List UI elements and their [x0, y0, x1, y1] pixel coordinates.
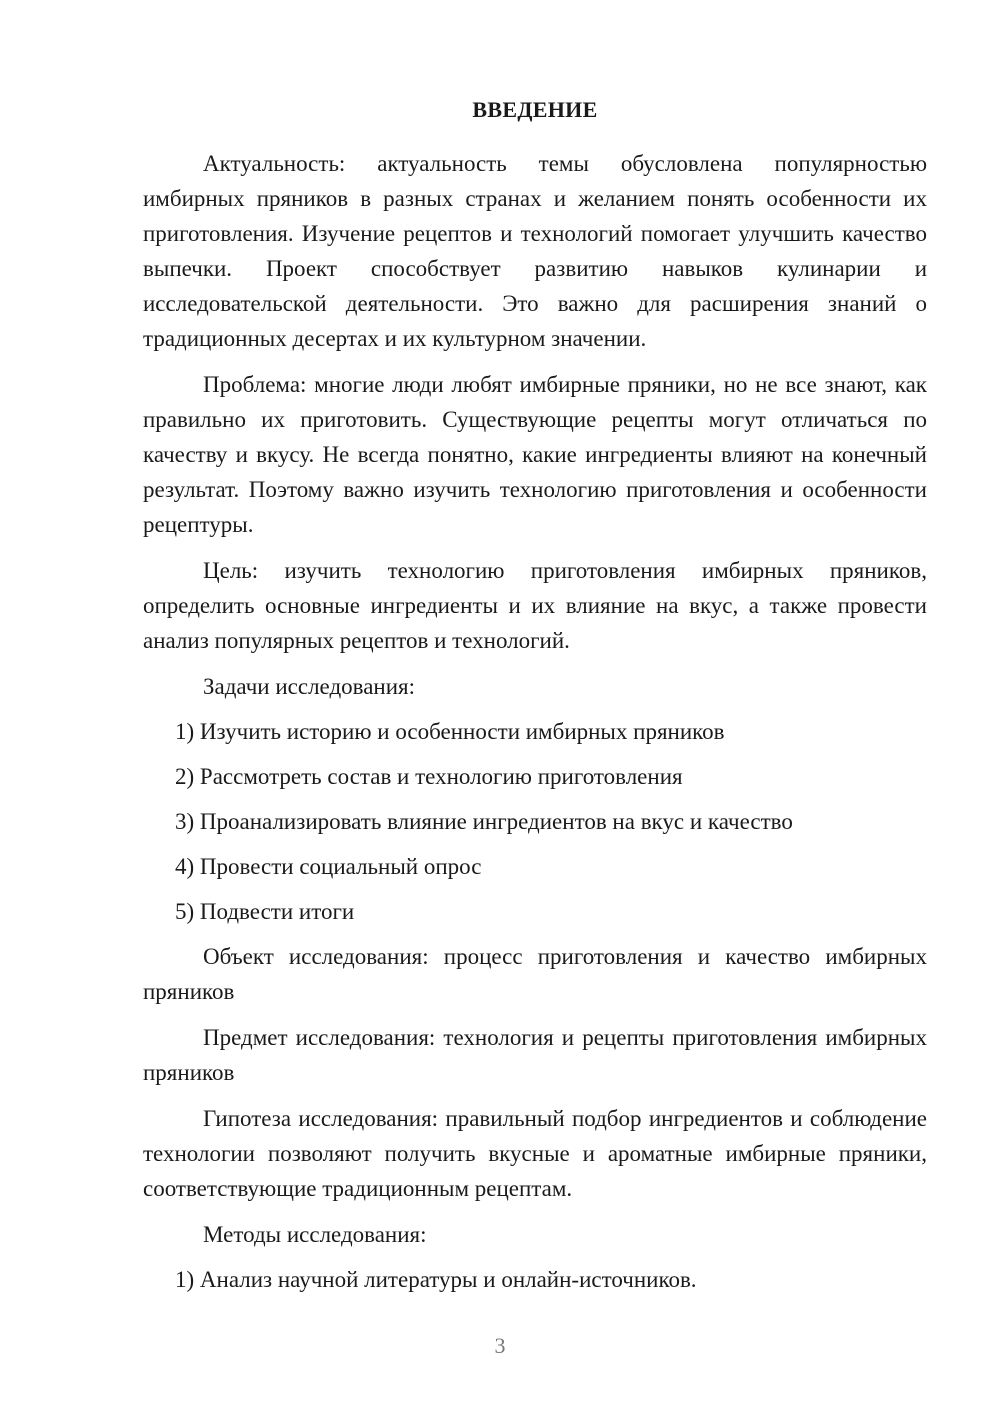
document-page: [143, 92, 927, 1307]
methods-label: Методы исследования:: [203, 1222, 427, 1247]
list-item: 1) Изучить историю и особенности имбирных пряников: [175, 719, 725, 744]
paragraph-subject: Предмет исследования: технология и рецепты приготовления имбирных пряников: [143, 1025, 927, 1085]
paragraph-problem: Проблема: многие люди любят имбирные пряники, но не все знают, как правильно их приготовить. Существующие рецепты могут отличаться по качеству и вкусу. Не всегда понятно, какие ингредиенты влияют на конечный результат. Поэтому важно изучить технологию приготовления и особенности рецептуры.: [143, 372, 927, 537]
paragraph-hypothesis: Гипотеза исследования: правильный подбор ингредиентов и соблюдение технологии позволяют получить вкусные и ароматные имбирные пряники, соответствующие традиционным рецептам.: [143, 1106, 927, 1201]
paragraph-goal: Цель: изучить технологию приготовления имбирных пряников, определить основные ингредиенты и их влияние на вкус, а также провести анализ популярных рецептов и технологий.: [143, 558, 927, 653]
list-item: 1) Анализ научной литературы и онлайн-источников.: [175, 1267, 697, 1292]
tasks-label: Задачи исследования:: [203, 674, 416, 699]
list-item: 4) Провести социальный опрос: [175, 854, 482, 879]
paragraph-relevance: Актуальность: актуальность темы обусловлена популярностью имбирных пряников в разных странах и желанием понять особенности их приготовления. Изучение рецептов и технологий помогает улучшить качество выпечки. Проект способствует развитию навыков кулинарии и исследовательской деятельности. Это важно для расширения знаний о традиционных десертах и их культурном значении.: [143, 151, 927, 351]
page-number: 3: [494, 1333, 506, 1358]
methods-list: [143, 1262, 927, 1297]
list-item: 5) Подвести итоги: [175, 899, 355, 924]
list-item: 2) Рассмотреть состав и технологию приготовления: [175, 764, 683, 789]
paragraph-object: Объект исследования: процесс приготовления и качество имбирных пряников: [143, 944, 927, 1004]
list-item: 3) Проанализировать влияние ингредиентов на вкус и качество: [175, 809, 793, 834]
tasks-list: [143, 714, 927, 929]
page-title: ВВЕДЕНИЕ: [472, 97, 598, 122]
